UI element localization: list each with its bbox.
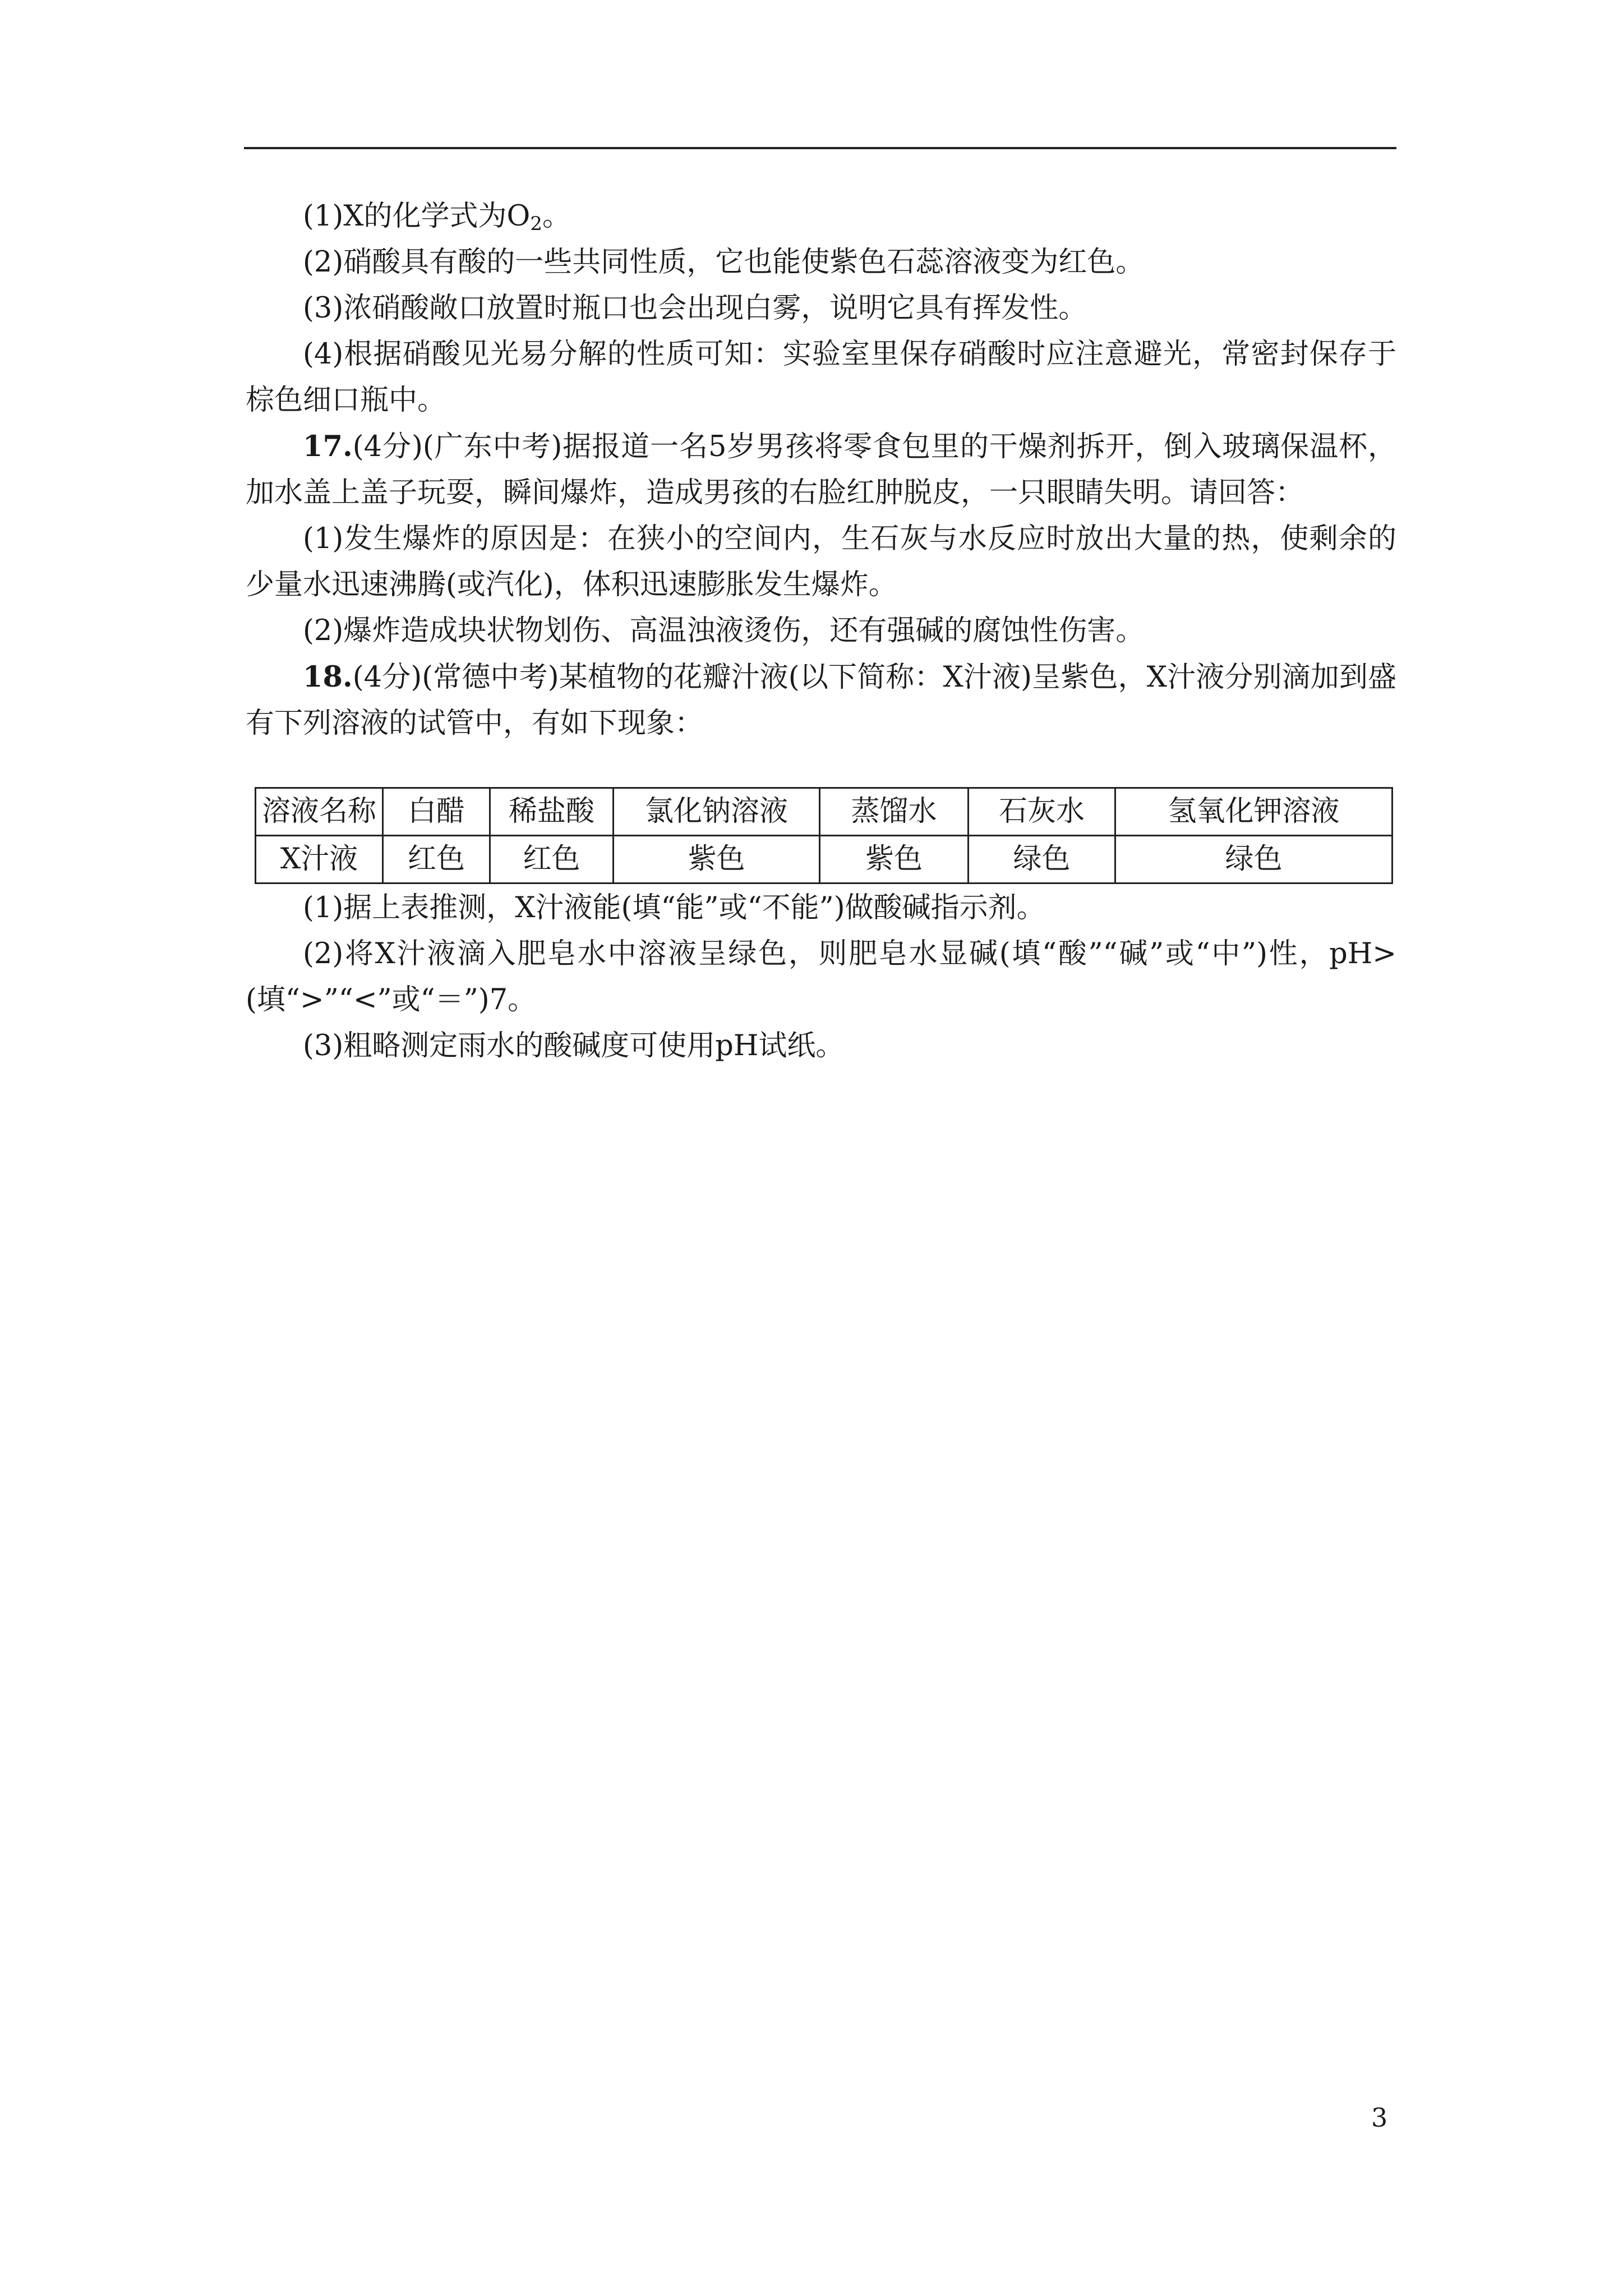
answer-16-3: (3)浓硝酸敞口放置时瓶口也会出现白雾，说明它具有挥发性。 — [303, 292, 1087, 325]
table-cell: 蒸馏水 — [820, 788, 969, 836]
question-18-stem — [246, 654, 1396, 747]
answer-16-2: (2)硝酸具有酸的一些共同性质，它也能使紫色石蕊溶液变为红色。 — [303, 246, 1145, 279]
answer-18-2: (2)将X汁液滴入肥皂水中溶液呈绿色，则肥皂水显碱(填“酸”“碱”或“中”)性，pH>(填“>”“<”或“＝”)7。 — [246, 937, 1396, 1016]
table-cell: 紫色 — [614, 836, 820, 884]
answer-18-3: (3)粗略测定雨水的酸碱度可使用pH试纸。 — [303, 1029, 845, 1062]
question-17-number: 17. — [303, 430, 353, 463]
table-cell: 氯化钠溶液 — [614, 788, 820, 836]
table-cell: 红色 — [383, 836, 490, 884]
table-cell: 紫色 — [820, 836, 969, 884]
answer-16-1 — [246, 194, 1396, 240]
table-cell: 红色 — [490, 836, 614, 884]
table-cell: X汁液 — [256, 836, 383, 884]
question-17-stem — [246, 424, 1396, 516]
table-cell: 绿色 — [969, 836, 1115, 884]
document-body — [246, 194, 1396, 1069]
page-number: 3 — [1371, 2102, 1388, 2133]
answer-17-1: (1)发生爆炸的原因是：在狭小的空间内，生石灰与水反应时放出大量的热，使剩余的少量水迅速沸腾(或汽化)，体积迅速膨胀发生爆炸。 — [246, 522, 1396, 601]
table-cell: 氢氧化钾溶液 — [1115, 788, 1393, 836]
table-cell: 绿色 — [1115, 836, 1393, 884]
table-header-row — [256, 788, 1393, 836]
indicator-table — [255, 787, 1393, 884]
question-18-number: 18. — [303, 660, 353, 694]
answer-16-1-text: (1)X的化学式为O — [303, 200, 531, 233]
answer-18-1: (1)据上表推测，X汁液能(填“能”或“不能”)做酸碱指示剂。 — [303, 891, 1045, 924]
answer-17-2: (2)爆炸造成块状物划伤、高温浊液烫伤，还有强碱的腐蚀性伤害。 — [303, 614, 1145, 647]
table-cell: 稀盐酸 — [490, 788, 614, 836]
subscript-2: 2 — [530, 213, 543, 235]
table-cell: 溶液名称 — [256, 788, 383, 836]
table-cell: 石灰水 — [969, 788, 1115, 836]
table-cell: 白醋 — [383, 788, 490, 836]
answer-16-4: (4)根据硝酸见光易分解的性质可知：实验室里保存硝酸时应注意避光，常密封保存于棕色细口瓶中。 — [246, 338, 1396, 417]
question-18-text: (4分)(常德中考)某植物的花瓣汁液(以下简称：X汁液)呈紫色，X汁液分别滴加到盛有下列溶液的试管中，有如下现象： — [246, 661, 1396, 740]
answer-16-1-end: 。 — [542, 200, 571, 233]
header-rule — [244, 147, 1396, 149]
question-17-text: (4分)(广东中考)据报道一名5岁男孩将零食包里的干燥剂拆开，倒入玻璃保温杯，加水盖上盖子玩耍，瞬间爆炸，造成男孩的右脸红肿脱皮，一只眼睛失明。请回答： — [246, 430, 1396, 509]
table-row — [256, 836, 1393, 884]
